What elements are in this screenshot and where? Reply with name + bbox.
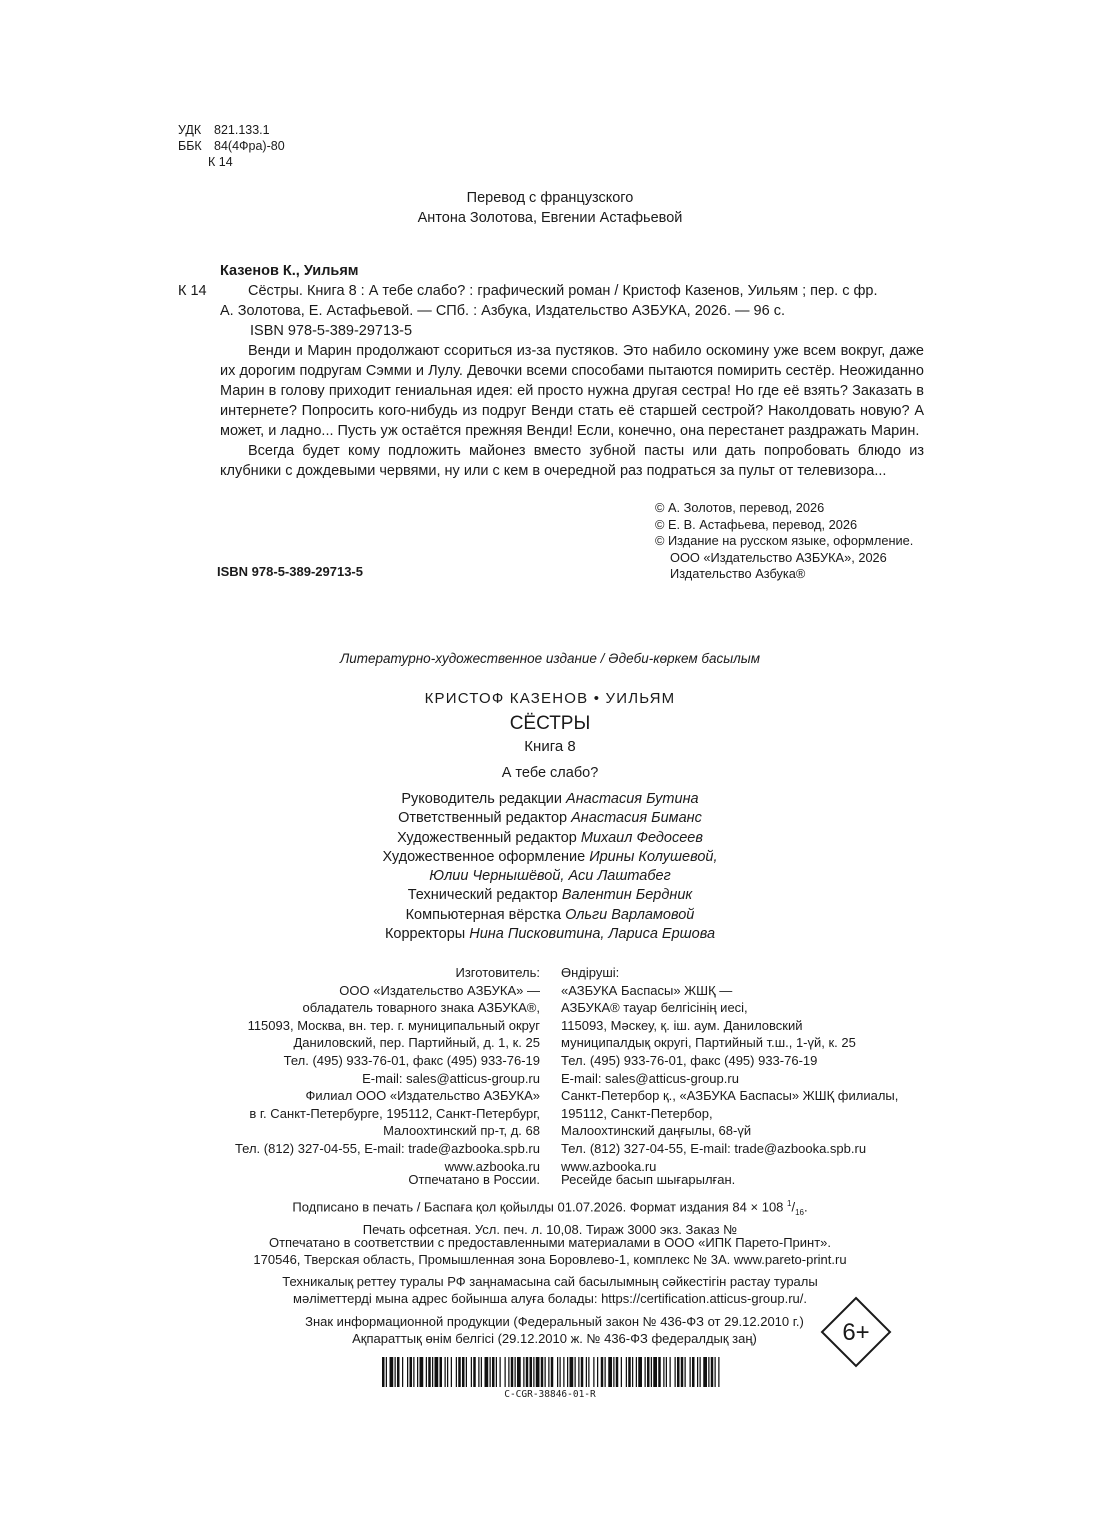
mfr-kz-line: Малоохтинский даңғылы, 68-үй <box>561 1123 752 1139</box>
mfr-kz-line: Санкт-Петербор қ., «АЗБУКА Баспасы» ЖШҚ филиалы, <box>561 1088 899 1104</box>
barcode-bar <box>382 1357 385 1387</box>
barcode-bar <box>386 1357 387 1387</box>
mfr-kz-line: E-mail: sales@atticus-group.ru <box>561 1070 739 1086</box>
book-number: Книга 8 <box>524 738 576 755</box>
barcode-bar <box>445 1357 446 1387</box>
barcode-bar <box>703 1357 707 1387</box>
mfr-kz-line: муниципалдық округі, Партийный т.ш., 1-үй, к. 25 <box>561 1035 856 1051</box>
barcode-bar <box>645 1357 646 1387</box>
techreg-line-1: Техникалық реттеу туралы РФ заңнамасына сай басылымның сәйкестігін растау туралы <box>282 1274 818 1289</box>
barcode-bar <box>500 1357 501 1387</box>
barcode-bar <box>666 1357 667 1387</box>
mfr-kz-line: 195112, Санкт-Петербор, <box>561 1105 713 1121</box>
barcode-bar <box>397 1357 400 1387</box>
credit-name: Валентин Бердник <box>561 887 693 904</box>
barcode-bar <box>597 1357 598 1387</box>
mfr-kz-line: 115093, Мәскеу, қ. іш. аум. Даниловский <box>561 1017 803 1033</box>
barcode-bar <box>541 1357 544 1387</box>
biblio-header: Казенов К., Уильям <box>220 263 359 279</box>
author-sign: К 14 <box>208 155 233 169</box>
barcode-bar <box>715 1357 716 1387</box>
credit-row <box>0 906 1100 925</box>
barcode-bar <box>390 1357 394 1387</box>
barcode-bar <box>681 1357 684 1387</box>
barcode-bar <box>567 1357 568 1387</box>
credit-row <box>0 809 1100 828</box>
annotation <box>220 341 924 481</box>
barcode-bar <box>718 1357 719 1387</box>
printed-in-russia: Отпечатано в России. <box>408 1172 540 1187</box>
barcode-bar <box>670 1357 671 1387</box>
credit-row <box>0 848 1100 867</box>
copyright-block <box>655 500 913 583</box>
barcode-bar <box>526 1357 529 1387</box>
barcode-bar <box>511 1357 514 1387</box>
format-fraction-denominator: 16 <box>795 1207 804 1217</box>
age-rating-badge <box>820 1296 892 1368</box>
barcode-bar <box>658 1357 661 1387</box>
mfr-kz-line: АЗБУКА® тауар белгісінің иесі, <box>561 1000 748 1016</box>
imprint-line-1-end: . <box>804 1199 808 1215</box>
barcode-bar <box>621 1357 622 1387</box>
barcode-bar <box>496 1357 497 1387</box>
barcode-bar <box>636 1357 637 1387</box>
barcode-bar <box>451 1357 452 1387</box>
barcode-bar <box>395 1357 396 1387</box>
barcode-bar <box>551 1357 554 1387</box>
translation-line-2: Антона Золотова, Евгении Астафьевой <box>417 210 683 226</box>
mfr-ru-line: обладатель товарного знака АЗБУКА®, <box>302 1000 540 1016</box>
barcode-bar <box>473 1357 476 1387</box>
barcode-bar <box>407 1357 408 1387</box>
barcode-bar <box>700 1357 701 1387</box>
barcode-bar <box>570 1357 574 1387</box>
classification-block <box>178 122 285 170</box>
barcode-bar <box>613 1357 614 1387</box>
barcode-bar <box>608 1357 612 1387</box>
barcode-bar <box>675 1357 676 1387</box>
mfr-ru-line: Тел. (812) 327-04-55, E-mail: trade@azbooka.spb.ru <box>234 1140 540 1156</box>
barcode-bar <box>490 1357 491 1387</box>
barcode-bar <box>435 1357 439 1387</box>
barcode-bar <box>586 1357 587 1387</box>
barcode-bar <box>685 1357 686 1387</box>
barcode-bar <box>426 1357 427 1387</box>
barcode-bar <box>632 1357 633 1387</box>
barcode-bar <box>651 1357 652 1387</box>
barcode-bar <box>505 1357 506 1387</box>
mfr-ru-line: Тел. (495) 933-76-01, факс (495) 933-76-19 <box>283 1052 540 1068</box>
bibliographic-record <box>178 261 924 481</box>
mfr-kz-line: www.azbooka.ru <box>561 1158 657 1174</box>
barcode-bar <box>605 1357 606 1387</box>
barcode-bar <box>638 1357 642 1387</box>
mfr-ru-line: 115093, Москва, вн. тер. г. муниципальный округ <box>247 1017 540 1033</box>
copyright-line-1: © А. Золотов, перевод, 2026 <box>655 500 825 515</box>
barcode-bar <box>428 1357 431 1387</box>
printer-info <box>0 1234 1100 1268</box>
barcode-bar <box>708 1357 709 1387</box>
mfr-ru-line: Даниловский, пер. Партийный, д. 1, к. 25 <box>293 1035 540 1051</box>
printed-in-russia-kz: Ресейде басып шығарылған. <box>561 1172 736 1187</box>
author-sign-row <box>178 154 285 170</box>
credit-role: Художественный редактор <box>397 829 581 846</box>
authors-line: КРИСТОФ КАЗЕНОВ • УИЛЬЯМ <box>424 690 676 707</box>
barcode-bar <box>515 1357 516 1387</box>
barcode-bar <box>481 1357 482 1387</box>
copyright-line-2: © Е. В. Астафьева, перевод, 2026 <box>655 516 858 532</box>
annotation-paragraph-1: Венди и Марин продолжают ссориться из-за пустяков. Это набило оскомину уже всем вокруг, даже их дорогим подругам Сэмми и Лулу. Девочки всеми способами пытаются помирить сестёр. Неожиданно Марин в голову приходит гениальная идея: ей просто нужна другая сестра! Но где её взять? Заказать в интернете? Попросить кого-нибудь из подруг Венди стать её старшей сестрой? Наколдовать новую? А может, и ладно... Пусть уж остаётся прежняя Венди! Если, конечно, она перестанет раздражать Марин. <box>220 343 924 439</box>
barcode-bar <box>545 1357 546 1387</box>
mfr-ru-line: Изготовитель: <box>455 965 540 980</box>
barcode-bar <box>663 1357 664 1387</box>
credit-role: Руководитель редакции <box>401 791 567 807</box>
mfr-ru-line: www.azbooka.ru <box>444 1158 540 1174</box>
copyright-line-3: © Издание на русском языке, оформление. <box>655 533 914 548</box>
barcode-bar <box>560 1357 561 1387</box>
biblio-code: К 14 <box>178 283 207 299</box>
credit-role: Компьютерная вёрстка <box>405 906 566 923</box>
credit-name: Ольги Варламовой <box>565 906 695 923</box>
tech-regulation-note <box>0 1273 1100 1307</box>
book-subtitle: А тебе слабо? <box>501 765 599 781</box>
barcode-bar <box>440 1357 443 1387</box>
barcode-bar <box>456 1357 457 1387</box>
credit-role: Корректоры <box>384 926 470 943</box>
credit-row <box>0 829 1100 848</box>
mfr-ru-line: E-mail: sales@atticus-group.ru <box>362 1070 540 1086</box>
barcode-bar <box>626 1357 627 1387</box>
mfr-kz-line: Тел. (495) 933-76-01, факс (495) 933-76-19 <box>561 1052 818 1068</box>
mfr-ru-line: Филиал ООО «Издательство АЗБУКА» <box>305 1088 540 1104</box>
info-sign-note <box>287 1313 822 1347</box>
credit-row <box>0 790 1100 809</box>
credit-row <box>0 886 1100 905</box>
manufacturer-ru <box>235 964 540 1175</box>
manufacturer-kz <box>561 964 898 1175</box>
biblio-body <box>220 281 924 341</box>
biblio-isbn: ISBN 978-5-389-29713-5 <box>250 323 413 339</box>
infosign-line-2: Ақпараттық өнім белгісі (29.12.2010 ж. № 436-ФЗ федералдық заң) <box>352 1331 757 1346</box>
barcode-bar <box>466 1357 467 1387</box>
translation-note <box>0 188 1100 228</box>
barcode-bar <box>628 1357 631 1387</box>
credit-name: Нина Писковитина, Лариса Ершова <box>469 926 716 943</box>
imprint-block <box>0 1195 1100 1238</box>
barcode-bar <box>432 1357 433 1387</box>
barcode-bar <box>458 1357 461 1387</box>
barcode-bar <box>616 1357 619 1387</box>
barcode-bar <box>677 1357 680 1387</box>
barcode-bar <box>548 1357 549 1387</box>
age-badge-label: 6+ <box>842 1319 870 1346</box>
barcode-bar <box>471 1357 472 1387</box>
mfr-kz-line: «АЗБУКА Баспасы» ЖШҚ — <box>561 982 733 998</box>
annotation-paragraph-2: Всегда будет кому подложить майонез вместо зубной пасты или дать попробовать блюдо из клубники с дождевыми червями, ну или с кем в очередной раз подраться за пульт от телевизора... <box>220 443 924 479</box>
barcode-bar <box>517 1357 521 1387</box>
barcode-bar <box>653 1357 657 1387</box>
imprint-line-1-text: Подписано в печать / Баспаға қол қойылды 01.07.2026. Формат издания 84 × 108 <box>292 1199 788 1215</box>
infosign-line-1: Знак информационной продукции (Федеральный закон № 436-ФЗ от 29.12.2010 г.) <box>305 1314 804 1329</box>
barcode-bar <box>492 1357 495 1387</box>
credit-role: Художественное оформление <box>382 848 590 865</box>
barcode-bar <box>647 1357 650 1387</box>
biblio-line-2: А. Золотова, Е. Астафьевой. — СПб. : Азбука, Издательство АЗБУКА, 2026. — 96 с. <box>220 303 785 319</box>
barcode-bar <box>563 1357 564 1387</box>
barcode-bar <box>410 1357 413 1387</box>
barcode-bar <box>557 1357 558 1387</box>
credits-list <box>0 790 1100 944</box>
barcode-bar <box>575 1357 576 1387</box>
barcode-bar <box>690 1357 691 1387</box>
bbk-value: 84(4Фра)-80 <box>214 139 285 153</box>
barcode-bar <box>692 1357 695 1387</box>
credit-name: Юлии Чернышёвой, Аси Лаштабег <box>429 868 671 885</box>
imprint-line-2: Печать офсетная. Усл. печ. л. 10,08. Тираж 3000 экз. Заказ № <box>362 1221 738 1237</box>
barcode-bar <box>581 1357 584 1387</box>
barcode-icon <box>382 1357 720 1387</box>
mfr-ru-line: Малоохтинский пр-т, д. 68 <box>383 1123 540 1139</box>
barcode-code: C-CGR-38846-01-R <box>504 1389 596 1400</box>
udk-label: УДК <box>178 123 202 137</box>
barcode-bar <box>593 1357 594 1387</box>
bbk-row <box>178 138 285 154</box>
barcode-bar <box>533 1357 534 1387</box>
translation-line-1: Перевод с французского <box>466 190 634 206</box>
credit-name: Ирины Колушевой, <box>589 848 718 865</box>
barcode-bar <box>413 1357 414 1387</box>
credit-row <box>0 925 1100 944</box>
barcode-bar <box>578 1357 579 1387</box>
mfr-ru-line: в г. Санкт-Петербурге, 195112, Санкт-Петербург, <box>249 1105 540 1121</box>
isbn-main: ISBN 978-5-389-29713-5 <box>217 564 363 579</box>
barcode-bar <box>462 1357 465 1387</box>
printer-line-1: Отпечатано в соответствии с предоставленными материалами в ООО «ИПК Парето-Принт». <box>268 1235 832 1250</box>
genre-line: Литературно-художественное издание / Әдеби-көркем басылым <box>340 651 760 666</box>
book-title: СЁСТРЫ <box>509 713 591 734</box>
barcode-bar <box>711 1357 714 1387</box>
barcode-bar <box>536 1357 540 1387</box>
copyright-line-5: Издательство Азбука® <box>670 566 806 581</box>
udk-row <box>178 122 285 138</box>
credit-role: Ответственный редактор <box>398 810 572 827</box>
credit-row <box>0 867 1100 886</box>
mfr-kz-line: Өндіруші: <box>561 965 620 980</box>
techreg-line-2: мәліметтерді мына адрес бойынша алуға болады: https://certification.atticus-group.ru/. <box>293 1291 807 1306</box>
barcode-bar <box>420 1357 424 1387</box>
credit-name: Анастасия Биманс <box>571 810 702 827</box>
barcode-bar <box>447 1357 448 1387</box>
barcode-bar <box>588 1357 589 1387</box>
credit-name: Михаил Федосеев <box>580 829 703 846</box>
barcode-bar <box>478 1357 479 1387</box>
barcode-bar <box>508 1357 509 1387</box>
mfr-kz-line: Тел. (812) 327-04-55, E-mail: trade@azbooka.spb.ru <box>561 1140 867 1156</box>
udk-value: 821.133.1 <box>214 123 270 137</box>
credit-role: Технический редактор <box>407 887 562 904</box>
printer-line-2: 170546, Тверская область, Промышленная зона Боровлево-1, комплекс № 3А. www.pareto-print.ru <box>253 1252 847 1267</box>
barcode-bar <box>417 1357 418 1387</box>
mfr-ru-line: ООО «Издательство АЗБУКА» — <box>339 982 540 998</box>
copyright-line-4: ООО «Издательство АЗБУКА», 2026 <box>670 549 887 565</box>
barcode-bar <box>697 1357 698 1387</box>
barcode-bar <box>523 1357 524 1387</box>
barcode-bar <box>485 1357 489 1387</box>
biblio-line-1: Сёстры. Книга 8 : А тебе слабо? : графический роман / Кристоф Казенов, Уильям ; пер. с фр. <box>248 283 878 299</box>
barcode-bar <box>530 1357 533 1387</box>
format-fraction-numerator: 1 <box>787 1199 792 1208</box>
barcode-bar <box>402 1357 403 1387</box>
bbk-label: ББК <box>178 139 202 153</box>
credit-name: Анастасия Бутина <box>566 791 699 807</box>
barcode-bar <box>601 1357 604 1387</box>
imprint-line-1: Подписано в печать / Баспаға қол қойылды 01.07.2026. Формат издания 84 × 108 $^1/_{16}$. <box>292 1199 808 1217</box>
